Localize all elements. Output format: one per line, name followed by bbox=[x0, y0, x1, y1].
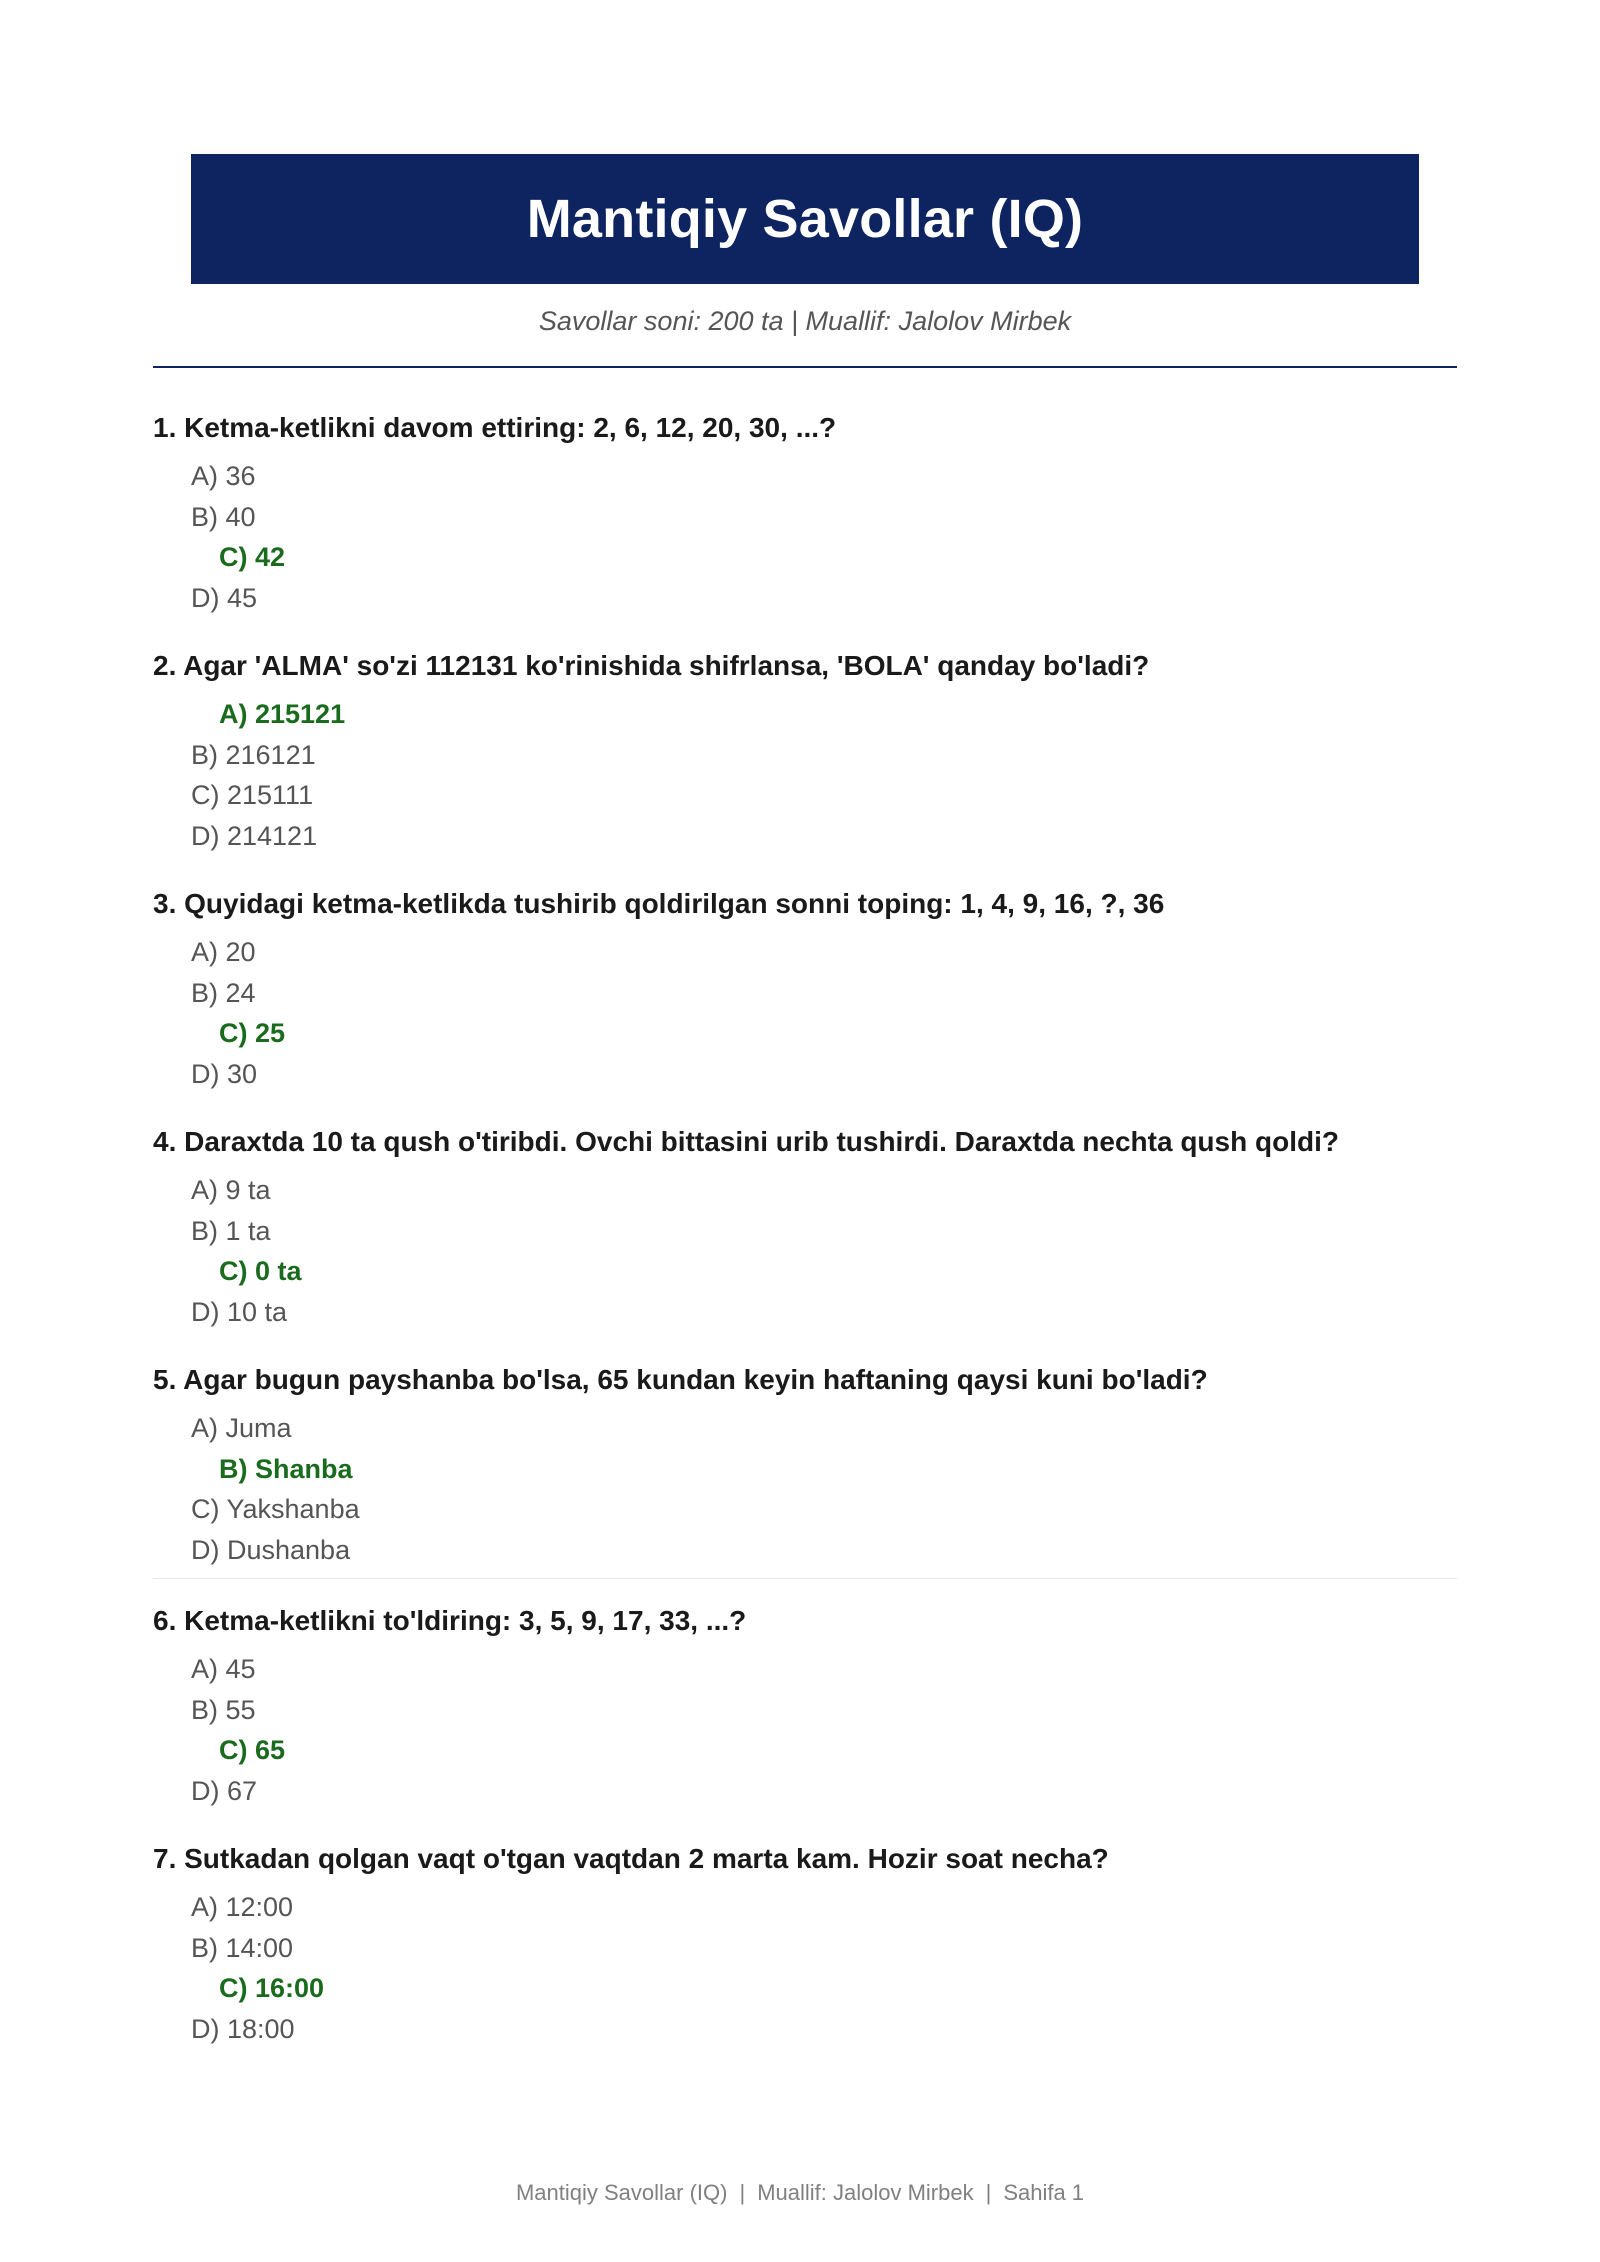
question-1 bbox=[153, 410, 1457, 618]
option-list bbox=[153, 694, 1457, 856]
footer-author: Muallif: Jalolov Mirbek bbox=[757, 2180, 974, 2205]
option-b: B) 40 bbox=[191, 501, 256, 532]
section-divider bbox=[153, 1578, 1457, 1579]
option-c-correct: C) 16:00 bbox=[219, 1973, 325, 2003]
option-b: B) 14:00 bbox=[191, 1932, 294, 1963]
question-text: 4. Daraxtda 10 ta qush o'tiribdi. Ovchi bittasini urib tushirdi. Daraxtda nechta qush qoldi? bbox=[153, 1126, 1339, 1157]
option-a: A) 36 bbox=[191, 461, 256, 491]
option-a: A) Juma bbox=[191, 1413, 292, 1443]
question-4 bbox=[153, 1124, 1457, 1332]
option-c-correct: C) 65 bbox=[219, 1735, 286, 1765]
page-footer bbox=[0, 2180, 1600, 2206]
option-d: D) Dushanba bbox=[191, 1534, 351, 1565]
title-banner bbox=[191, 154, 1419, 284]
header-divider bbox=[153, 366, 1457, 368]
footer-page-number: Sahifa 1 bbox=[1003, 2180, 1085, 2205]
option-c: C) 215111 bbox=[191, 780, 314, 810]
option-c-correct: C) 42 bbox=[219, 542, 286, 572]
option-b: B) 1 ta bbox=[191, 1215, 271, 1246]
question-text: 1. Ketma-ketlikni davom ettiring: 2, 6, 12, 20, 30, ...? bbox=[153, 412, 837, 443]
question-list bbox=[153, 410, 1457, 2049]
option-b: B) 24 bbox=[191, 977, 256, 1008]
footer-title: Mantiqiy Savollar (IQ) bbox=[515, 2180, 728, 2205]
page-subtitle: Savollar soni: 200 ta | Muallif: Jalolov Mirbek bbox=[538, 306, 1072, 336]
question-7 bbox=[153, 1841, 1457, 2049]
footer-separator: | bbox=[739, 2180, 746, 2205]
option-d: D) 45 bbox=[191, 582, 258, 613]
footer-separator: | bbox=[985, 2180, 992, 2205]
option-list bbox=[153, 1170, 1457, 1332]
option-b-correct: B) Shanba bbox=[219, 1453, 353, 1484]
question-text: 5. Agar bugun payshanba bo'lsa, 65 kundan keyin haftaning qaysi kuni bo'ladi? bbox=[153, 1364, 1208, 1395]
option-d: D) 67 bbox=[191, 1775, 258, 1806]
option-d: D) 30 bbox=[191, 1058, 258, 1089]
option-a: A) 9 ta bbox=[191, 1175, 271, 1205]
option-list bbox=[153, 1408, 1457, 1570]
question-text: 3. Quyidagi ketma-ketlikda tushirib qoldirilgan sonni toping: 1, 4, 9, 16, ?, 36 bbox=[153, 888, 1165, 919]
question-2 bbox=[153, 648, 1457, 856]
option-a: A) 45 bbox=[191, 1654, 256, 1684]
option-a-correct: A) 215121 bbox=[219, 699, 346, 729]
option-d: D) 18:00 bbox=[191, 2013, 295, 2044]
page-title: Mantiqiy Savollar (IQ) bbox=[526, 189, 1084, 249]
option-b: B) 216121 bbox=[191, 739, 316, 770]
question-text: 7. Sutkadan qolgan vaqt o'tgan vaqtdan 2 marta kam. Hozir soat necha? bbox=[153, 1843, 1109, 1874]
question-text: 6. Ketma-ketlikni to'ldiring: 3, 5, 9, 17, 33, ...? bbox=[153, 1605, 747, 1636]
option-list bbox=[153, 1887, 1457, 2049]
option-c: C) Yakshanba bbox=[191, 1494, 360, 1524]
question-3 bbox=[153, 886, 1457, 1094]
option-a: A) 12:00 bbox=[191, 1892, 294, 1922]
option-d: D) 214121 bbox=[191, 820, 318, 851]
option-b: B) 55 bbox=[191, 1694, 256, 1725]
option-list bbox=[153, 456, 1457, 618]
question-6 bbox=[153, 1603, 1457, 1811]
option-list bbox=[153, 1649, 1457, 1811]
option-a: A) 20 bbox=[191, 937, 256, 967]
option-c-correct: C) 0 ta bbox=[219, 1256, 302, 1286]
option-d: D) 10 ta bbox=[191, 1296, 288, 1327]
option-list bbox=[153, 932, 1457, 1094]
question-5 bbox=[153, 1362, 1457, 1570]
option-c-correct: C) 25 bbox=[219, 1018, 286, 1048]
question-text: 2. Agar 'ALMA' so'zi 112131 ko'rinishida shifrlansa, 'BOLA' qanday bo'ladi? bbox=[153, 650, 1150, 681]
